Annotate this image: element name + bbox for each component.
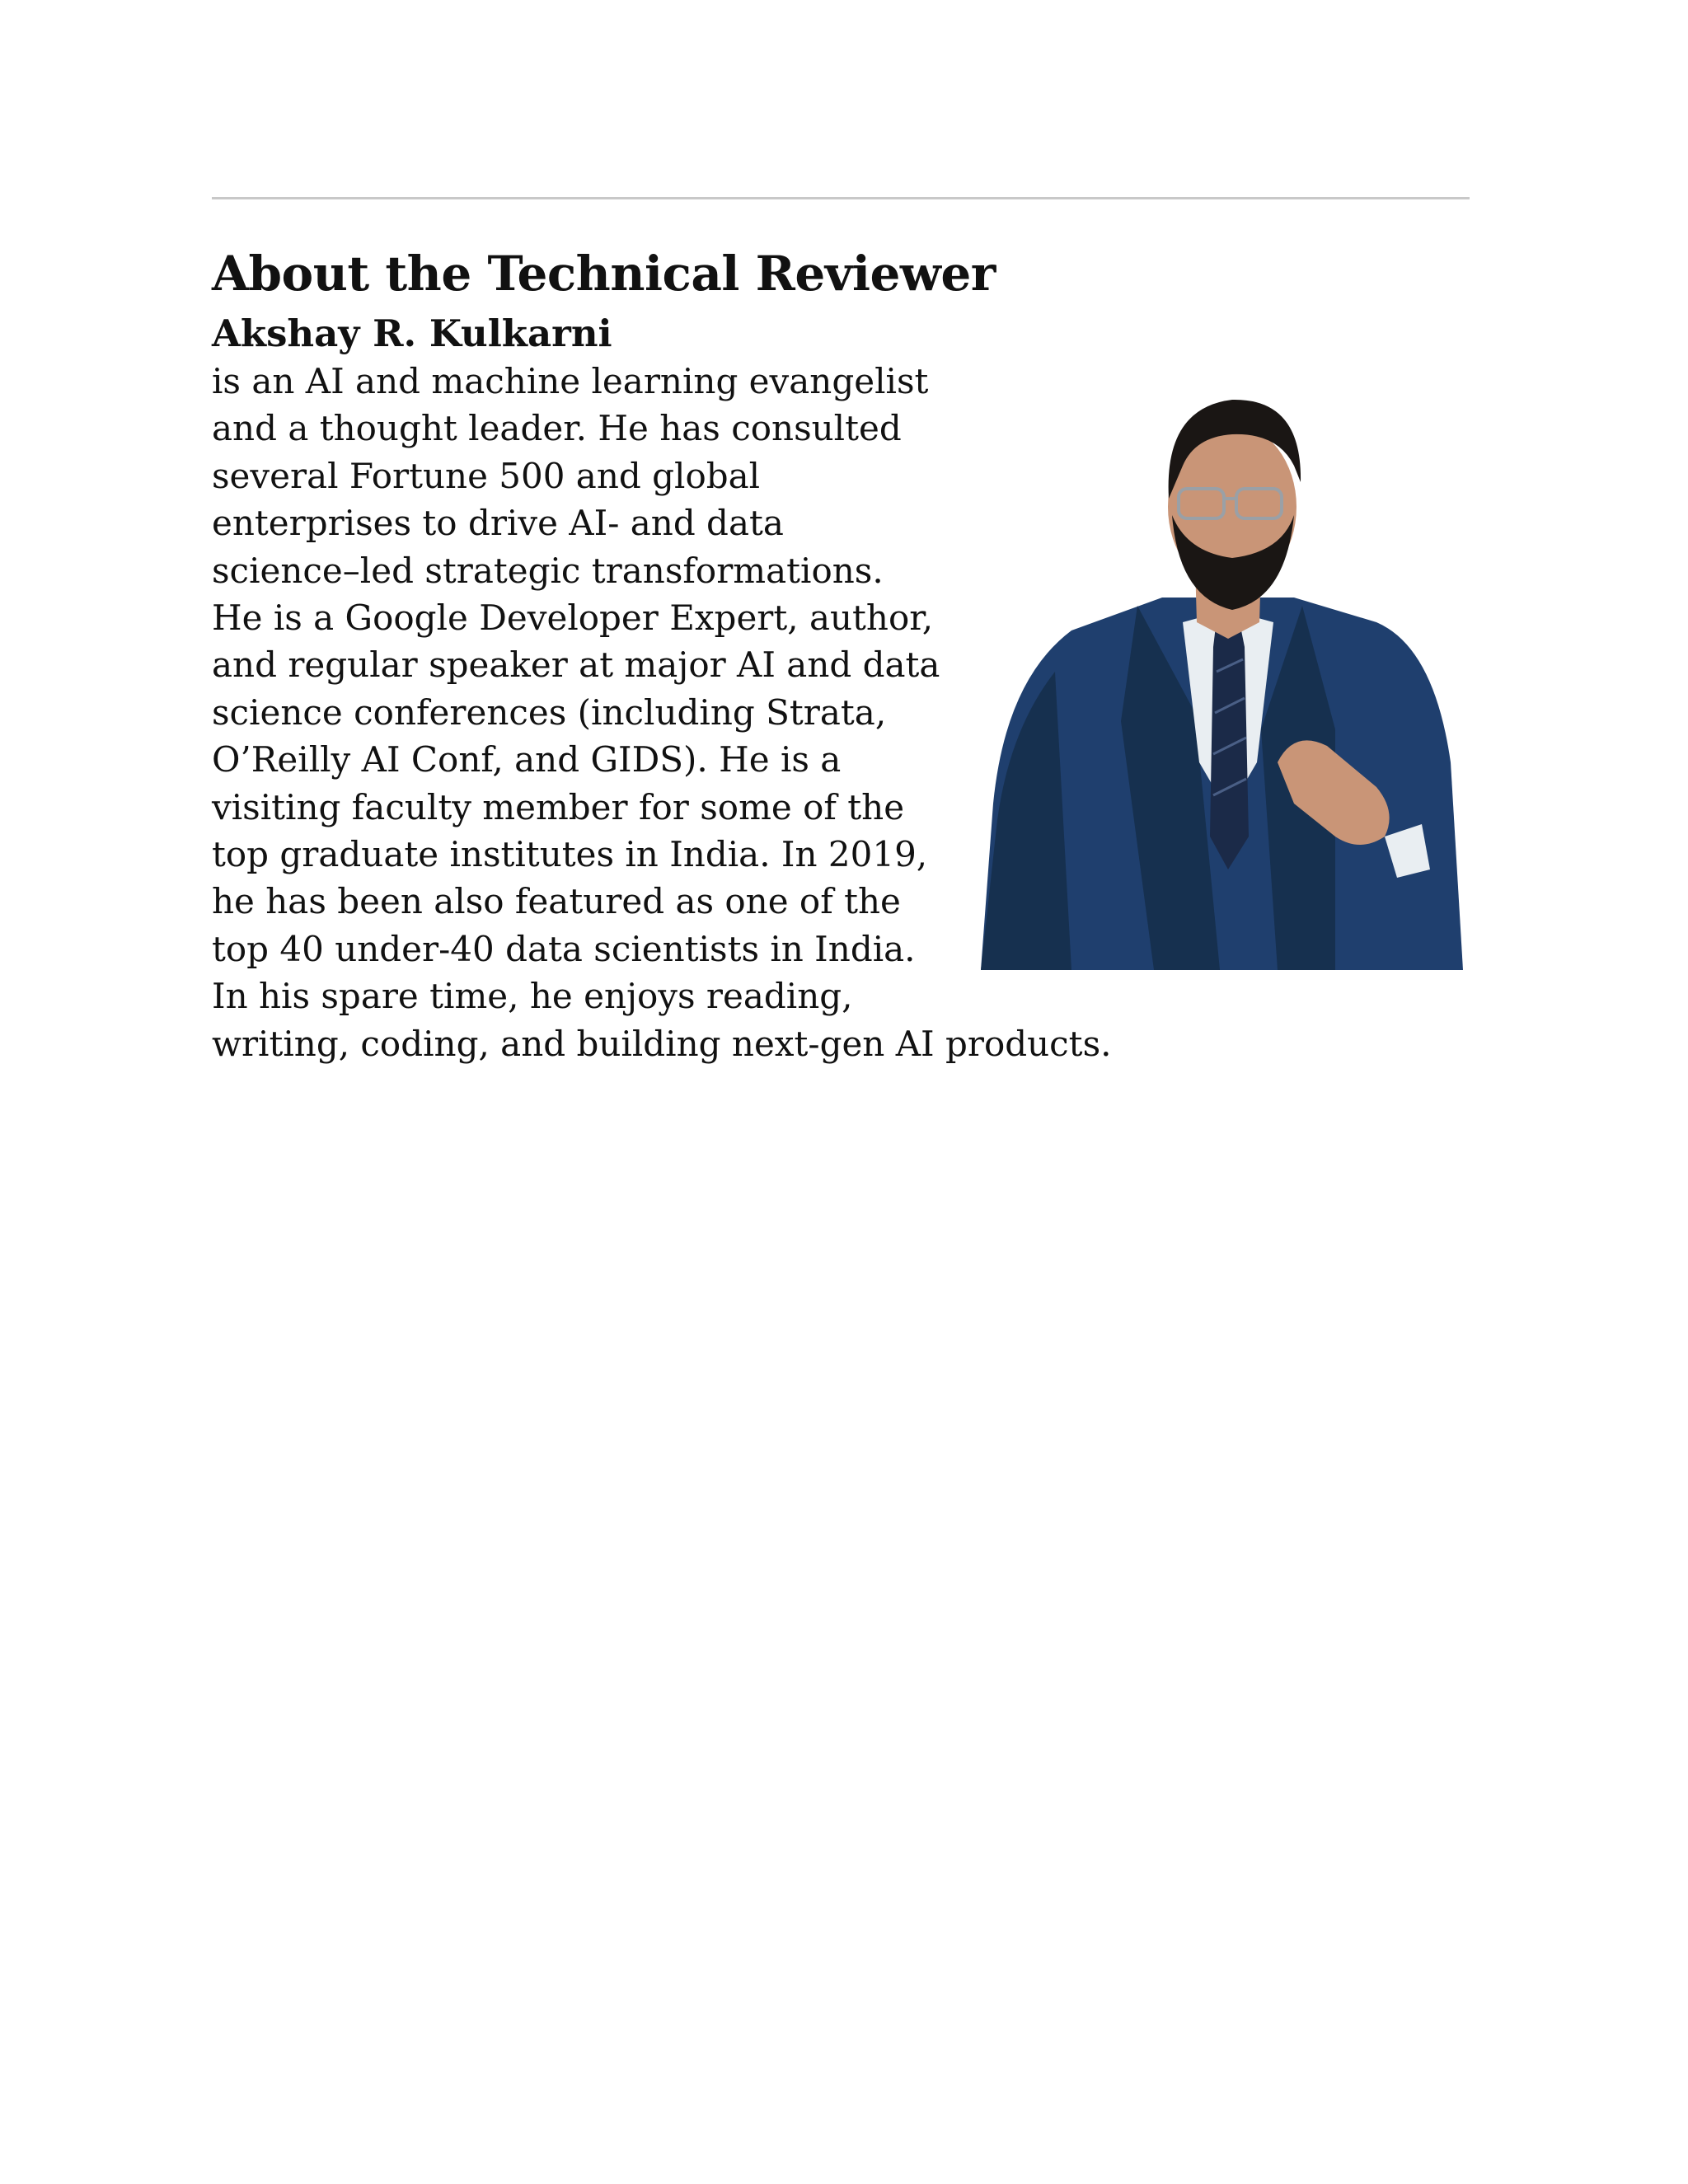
bio-line: In his spare time, he enjoys reading, <box>212 976 853 1017</box>
bio-line: visiting faculty member for some of the <box>212 786 905 827</box>
bio-line: and regular speaker at major AI and data <box>212 644 940 686</box>
bio-line: science–led strategic transformations. <box>212 550 884 591</box>
bio-line: O’Reilly AI Conf, and GIDS). He is a <box>212 739 842 780</box>
top-divider <box>212 197 1470 199</box>
bio-line: is an AI and machine learning evangelist <box>212 361 929 401</box>
bio-line: several Fortune 500 and global <box>212 455 761 496</box>
reviewer-photo <box>948 375 1467 972</box>
bio-line: writing, coding, and building next-gen AI products. <box>212 1023 1112 1064</box>
bio-line: he has been also featured as one of the <box>212 881 901 922</box>
bio-line: science conferences (including Strata, <box>212 691 887 733</box>
bio-line: and a thought leader. He has consulted <box>212 408 902 449</box>
bio-line: enterprises to drive AI- and data <box>212 503 784 544</box>
bio-line: top graduate institutes in India. In 2019, <box>212 834 928 875</box>
tie <box>1210 626 1249 869</box>
section-heading: About the Technical Reviewer <box>212 246 996 302</box>
reviewer-portrait-illustration <box>948 375 1467 972</box>
reviewer-name: Akshay R. Kulkarni <box>212 312 612 355</box>
bio-line: He is a Google Developer Expert, author, <box>212 598 934 639</box>
bio-line: top 40 under-40 data scientists in India. <box>212 928 916 969</box>
